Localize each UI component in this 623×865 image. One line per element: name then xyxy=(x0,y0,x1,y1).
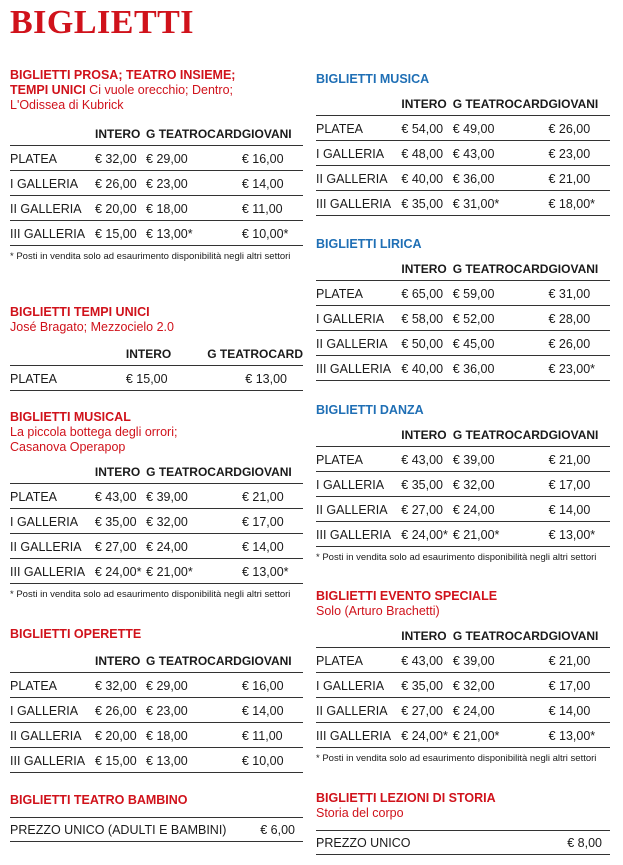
price-cell: € 50,00 xyxy=(401,330,452,355)
price-cell: € 58,00 xyxy=(401,305,452,330)
price-cell: € 21,00 xyxy=(242,483,303,508)
table-header-row xyxy=(316,625,610,647)
table-row xyxy=(316,672,610,697)
price-label: PREZZO UNICO (ADULTI E BAMBINI) xyxy=(10,823,227,837)
column-header-intero: INTERO xyxy=(401,96,447,111)
price-cell: € 14,00 xyxy=(242,170,303,195)
column-header-teatrocard: G TEATROCARD xyxy=(207,346,303,361)
price-cell: € 14,00 xyxy=(549,697,610,722)
price-cell: € 54,00 xyxy=(401,115,452,140)
price-table xyxy=(10,461,303,584)
price-cell: € 21,00 xyxy=(549,446,610,471)
row-label: PLATEA xyxy=(316,647,401,672)
column-header-empty xyxy=(316,424,401,446)
price-cell: € 23,00 xyxy=(548,140,610,165)
row-label: II GALLERIA xyxy=(316,165,401,190)
table-row xyxy=(316,697,610,722)
section-title: BIGLIETTI OPERETTE xyxy=(10,627,142,641)
price-cell: € 15,00 xyxy=(95,747,146,772)
section-subtitle: L'Odissea di Kubrick xyxy=(10,98,124,112)
price-cell: € 40,00 xyxy=(401,355,452,380)
table-header-row xyxy=(316,93,610,115)
table-row xyxy=(10,170,303,195)
price-table xyxy=(10,123,303,246)
column-header-giovani: GIOVANI xyxy=(241,126,292,141)
price-cell: € 21,00 xyxy=(549,647,610,672)
table-row xyxy=(316,521,610,546)
column-header-giovani: GIOVANI xyxy=(548,628,599,643)
column-header-teatrocard: G TEATROCARD xyxy=(452,427,549,442)
row-label: II GALLERIA xyxy=(10,722,95,747)
row-label: II GALLERIA xyxy=(316,496,401,521)
price-cell: € 24,00 xyxy=(453,496,549,521)
price-cell: € 16,00 xyxy=(242,672,303,697)
column-header-empty xyxy=(10,123,95,145)
table-header-row xyxy=(10,650,303,672)
section-subtitle: Ci vuole orecchio; Dentro; xyxy=(85,83,233,97)
price-cell: € 24,00 xyxy=(453,697,549,722)
price-cell: € 52,00 xyxy=(453,305,549,330)
column-header-giovani: GIOVANI xyxy=(548,261,599,276)
row-label: I GALLERIA xyxy=(316,471,401,496)
row-label: PLATEA xyxy=(316,280,401,305)
footnote: * Posti in vendita solo ad esaurimento disponibilità negli altri settori xyxy=(316,752,597,764)
section-subtitle: La piccola bottega degli orrori; xyxy=(10,425,178,439)
price-table xyxy=(10,650,303,773)
price-cell: € 15,00 xyxy=(126,365,207,390)
price-table xyxy=(316,258,610,381)
price-cell: € 39,00 xyxy=(146,483,242,508)
price-cell: € 18,00* xyxy=(548,190,610,215)
price-cell: € 32,00 xyxy=(95,672,146,697)
column-header-teatrocard: G TEATROCARD xyxy=(146,126,242,141)
price-cell: € 28,00 xyxy=(548,305,610,330)
section-subtitle: Casanova Operapop xyxy=(10,440,126,454)
price-cell: € 10,00 xyxy=(242,747,303,772)
table-row xyxy=(10,697,303,722)
table-row xyxy=(10,533,303,558)
table-row xyxy=(10,483,303,508)
section-operette xyxy=(10,627,303,773)
price-cell: € 43,00 xyxy=(95,483,146,508)
section-lirica xyxy=(316,237,610,381)
price-cell: € 29,00 xyxy=(146,145,242,170)
column-header-teatrocard: G TEATROCARD xyxy=(452,96,549,111)
column-header-empty xyxy=(10,343,126,365)
price-cell: € 23,00 xyxy=(146,170,242,195)
section-title: BIGLIETTI MUSICA xyxy=(316,72,430,86)
table-row xyxy=(10,672,303,697)
price-cell: € 59,00 xyxy=(453,280,549,305)
column-header-teatrocard: G TEATROCARD xyxy=(452,261,549,276)
price-table xyxy=(316,424,610,547)
row-label: II GALLERIA xyxy=(10,195,95,220)
section-subtitle: Solo (Arturo Brachetti) xyxy=(316,604,440,618)
price-cell: € 18,00 xyxy=(146,195,242,220)
table-row xyxy=(316,330,610,355)
price-cell: € 32,00 xyxy=(453,471,549,496)
section-title: BIGLIETTI PROSA; TEATRO INSIEME; xyxy=(10,68,236,82)
row-label: I GALLERIA xyxy=(10,170,95,195)
column-header-empty xyxy=(316,258,401,280)
price-cell: € 24,00* xyxy=(95,558,146,583)
section-title: BIGLIETTI TEMPI UNICI xyxy=(10,305,150,319)
price-cell: € 24,00* xyxy=(401,722,453,747)
table-row xyxy=(10,365,303,390)
row-label: III GALLERIA xyxy=(316,355,401,380)
price-cell: € 23,00* xyxy=(548,355,610,380)
footnote: * Posti in vendita solo ad esaurimento disponibilità negli altri settori xyxy=(316,551,597,563)
price-cell: € 14,00 xyxy=(549,496,610,521)
row-label: III GALLERIA xyxy=(10,558,95,583)
column-header-teatrocard: G TEATROCARD xyxy=(452,628,549,643)
price-cell: € 31,00* xyxy=(453,190,549,215)
table-row xyxy=(10,747,303,772)
price-cell: € 27,00 xyxy=(401,697,453,722)
column-header-empty xyxy=(10,650,95,672)
price-cell: € 20,00 xyxy=(95,722,146,747)
price-cell: € 14,00 xyxy=(242,697,303,722)
price-cell: € 39,00 xyxy=(453,647,549,672)
price-cell: € 17,00 xyxy=(549,672,610,697)
price-cell: € 13,00* xyxy=(549,722,610,747)
price-cell: € 45,00 xyxy=(453,330,549,355)
row-label: III GALLERIA xyxy=(316,722,401,747)
section-title-line2: TEMPI UNICI Ci vuole orecchio; Dentro; xyxy=(10,83,233,97)
section-musica xyxy=(316,72,610,216)
section-title: BIGLIETTI DANZA xyxy=(316,403,424,417)
price-cell: € 20,00 xyxy=(95,195,146,220)
price-cell: € 21,00 xyxy=(548,165,610,190)
price-cell: € 11,00 xyxy=(242,195,303,220)
price-cell: € 13,00* xyxy=(549,521,610,546)
footnote: * Posti in vendita solo ad esaurimento disponibilità negli altri settori xyxy=(10,588,291,600)
table-row xyxy=(316,355,610,380)
price-cell: € 43,00 xyxy=(401,647,453,672)
table-row xyxy=(316,165,610,190)
column-header-intero: INTERO xyxy=(94,126,141,141)
row-label: II GALLERIA xyxy=(316,697,401,722)
table-header-row xyxy=(10,461,303,483)
section-title: BIGLIETTI MUSICAL xyxy=(10,410,131,424)
price-cell: € 35,00 xyxy=(401,190,452,215)
price-cell: € 35,00 xyxy=(401,672,453,697)
table-row xyxy=(316,140,610,165)
column-header-intero: INTERO xyxy=(401,427,447,442)
row-label: III GALLERIA xyxy=(316,521,401,546)
section-prosa xyxy=(10,68,303,262)
table-row xyxy=(10,195,303,220)
row-label: II GALLERIA xyxy=(316,330,401,355)
section-lezioni-storia xyxy=(316,791,610,855)
row-label: II GALLERIA xyxy=(10,533,95,558)
row-label: III GALLERIA xyxy=(10,220,95,245)
row-label: PLATEA xyxy=(316,115,401,140)
price-cell: € 48,00 xyxy=(401,140,452,165)
row-label: PLATEA xyxy=(10,483,95,508)
row-label: PLATEA xyxy=(10,672,95,697)
column-header-giovani: GIOVANI xyxy=(548,96,599,111)
table-row xyxy=(316,280,610,305)
footnote: * Posti in vendita solo ad esaurimento disponibilità negli altri settori xyxy=(10,250,291,262)
section-danza xyxy=(316,403,610,563)
price-cell: € 24,00* xyxy=(401,521,453,546)
row-label: III GALLERIA xyxy=(10,747,95,772)
price-cell: € 21,00* xyxy=(453,521,549,546)
price-table xyxy=(10,343,303,391)
price-cell: € 32,00 xyxy=(146,508,242,533)
column-header-teatrocard: G TEATROCARD xyxy=(146,464,242,479)
price-cell: € 40,00 xyxy=(401,165,452,190)
price-cell: € 24,00 xyxy=(146,533,242,558)
price-cell: € 23,00 xyxy=(146,697,242,722)
price-cell: € 29,00 xyxy=(146,672,242,697)
table-row xyxy=(316,190,610,215)
column-header-giovani: GIOVANI xyxy=(241,653,292,668)
section-tempi-unici xyxy=(10,305,303,391)
price-cell: € 21,00* xyxy=(453,722,549,747)
column-header-giovani: GIOVANI xyxy=(241,464,292,479)
price-row xyxy=(10,817,303,842)
column-header-intero: INTERO xyxy=(401,628,447,643)
price-cell: € 35,00 xyxy=(401,471,453,496)
price-cell: € 13,00 xyxy=(207,365,303,390)
table-row xyxy=(10,145,303,170)
price-cell: € 10,00* xyxy=(242,220,303,245)
price-cell: € 13,00* xyxy=(242,558,303,583)
table-row xyxy=(316,305,610,330)
price-cell: € 43,00 xyxy=(401,446,453,471)
section-evento-speciale xyxy=(316,589,610,764)
table-row xyxy=(10,722,303,747)
table-row xyxy=(10,508,303,533)
column-header-teatrocard: G TEATROCARD xyxy=(146,653,242,668)
table-row xyxy=(316,471,610,496)
table-row xyxy=(316,496,610,521)
table-row xyxy=(316,647,610,672)
price-label: PREZZO UNICO xyxy=(316,836,411,850)
page-title: BIGLIETTI xyxy=(10,4,195,41)
price-cell: € 31,00 xyxy=(548,280,610,305)
section-subtitle: José Bragato; Mezzocielo 2.0 xyxy=(10,320,174,334)
column-header-empty xyxy=(316,93,401,115)
row-label: I GALLERIA xyxy=(316,305,401,330)
price-table xyxy=(316,93,610,216)
column-header-empty xyxy=(316,625,401,647)
row-label: I GALLERIA xyxy=(10,508,95,533)
price-cell: € 18,00 xyxy=(146,722,242,747)
table-row xyxy=(316,722,610,747)
price-cell: € 32,00 xyxy=(95,145,146,170)
price-cell: € 36,00 xyxy=(453,355,549,380)
section-title: BIGLIETTI LEZIONI DI STORIA xyxy=(316,791,496,805)
section-title: BIGLIETTI EVENTO SPECIALE xyxy=(316,589,498,603)
price-cell: € 15,00 xyxy=(95,220,146,245)
price-row xyxy=(316,830,610,855)
price-cell: € 26,00 xyxy=(95,170,146,195)
column-header-giovani: GIOVANI xyxy=(548,427,599,442)
column-header-empty xyxy=(10,461,95,483)
price-cell: € 21,00* xyxy=(146,558,242,583)
price-cell: € 32,00 xyxy=(453,672,549,697)
price-cell: € 43,00 xyxy=(453,140,549,165)
table-header-row xyxy=(10,343,303,365)
price-cell: € 65,00 xyxy=(401,280,452,305)
price-cell: € 17,00 xyxy=(242,508,303,533)
table-row xyxy=(10,220,303,245)
row-label: I GALLERIA xyxy=(316,672,401,697)
table-row xyxy=(316,115,610,140)
price-cell: € 27,00 xyxy=(401,496,453,521)
price-cell: € 17,00 xyxy=(549,471,610,496)
table-header-row xyxy=(316,258,610,280)
row-label: I GALLERIA xyxy=(316,140,401,165)
section-subtitle: Storia del corpo xyxy=(316,806,404,820)
price-cell: € 14,00 xyxy=(242,533,303,558)
price-cell: € 26,00 xyxy=(548,115,610,140)
table-row xyxy=(316,446,610,471)
table-header-row xyxy=(10,123,303,145)
price-cell: € 39,00 xyxy=(453,446,549,471)
price-table xyxy=(316,625,610,748)
column-header-intero: INTERO xyxy=(94,464,141,479)
price-cell: € 11,00 xyxy=(242,722,303,747)
section-title: BIGLIETTI LIRICA xyxy=(316,237,422,251)
table-row xyxy=(10,558,303,583)
row-label: PLATEA xyxy=(10,145,95,170)
row-label: I GALLERIA xyxy=(10,697,95,722)
section-teatro-bambino xyxy=(10,793,303,842)
table-header-row xyxy=(316,424,610,446)
column-header-intero: INTERO xyxy=(125,346,172,361)
price-cell: € 27,00 xyxy=(95,533,146,558)
price-value: € 8,00 xyxy=(567,836,602,850)
price-cell: € 36,00 xyxy=(453,165,549,190)
section-title: BIGLIETTI TEATRO BAMBINO xyxy=(10,793,188,807)
price-value: € 6,00 xyxy=(260,823,295,837)
price-cell: € 13,00 xyxy=(146,747,242,772)
price-cell: € 35,00 xyxy=(95,508,146,533)
column-header-intero: INTERO xyxy=(401,261,447,276)
section-musical xyxy=(10,410,303,600)
price-cell: € 49,00 xyxy=(453,115,549,140)
row-label: PLATEA xyxy=(316,446,401,471)
row-label: PLATEA xyxy=(10,365,126,390)
price-cell: € 26,00 xyxy=(548,330,610,355)
price-cell: € 26,00 xyxy=(95,697,146,722)
row-label: III GALLERIA xyxy=(316,190,401,215)
column-header-intero: INTERO xyxy=(94,653,141,668)
price-cell: € 16,00 xyxy=(242,145,303,170)
price-cell: € 13,00* xyxy=(146,220,242,245)
